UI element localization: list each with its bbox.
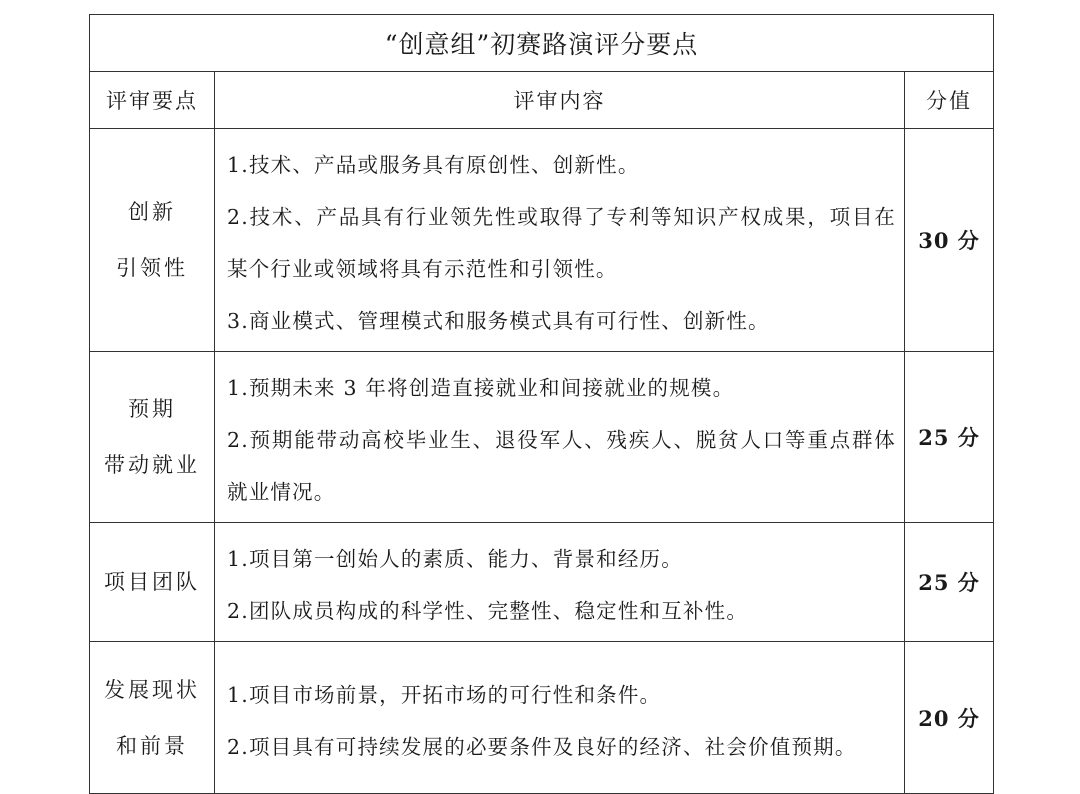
content-item: 1.预期未来 3 年将创造直接就业和间接就业的规模。	[227, 376, 735, 400]
criteria-line: 创新	[128, 200, 176, 224]
header-criteria: 评审要点	[90, 72, 215, 129]
content-item: 2.预期能带动高校毕业生、退役军人、残疾人、脱贫人口等重点群体就业情况。	[227, 428, 896, 504]
criteria-line: 和前景	[116, 733, 188, 758]
criteria-line: 引领性	[116, 256, 188, 280]
table-row-employment	[90, 352, 994, 523]
content-cell	[215, 523, 905, 642]
content-cell	[215, 352, 905, 523]
score-cell: 30 分	[905, 129, 994, 352]
scoring-table	[89, 14, 994, 794]
content-item: 1.项目第一创始人的素质、能力、背景和经历。	[227, 547, 683, 571]
score-cell: 20 分	[905, 642, 994, 794]
header-score: 分值	[905, 72, 994, 129]
score-cell: 25 分	[905, 523, 994, 642]
content-item: 3.商业模式、管理模式和服务模式具有可行性、创新性。	[227, 309, 770, 333]
criteria-cell	[90, 642, 215, 794]
table-title: “创意组”初赛路演评分要点	[90, 15, 994, 72]
criteria-cell	[90, 352, 215, 523]
criteria-line: 发展现状	[104, 677, 200, 702]
criteria-line: 项目团队	[104, 570, 200, 594]
criteria-line: 预期	[128, 397, 176, 421]
content-cell	[215, 642, 905, 794]
criteria-cell	[90, 523, 215, 642]
header-row	[90, 72, 994, 129]
score-cell: 25 分	[905, 352, 994, 523]
criteria-line: 带动就业	[104, 453, 200, 477]
title-row	[90, 15, 994, 72]
table-row-prospects	[90, 642, 994, 794]
content-item: 2.项目具有可持续发展的必要条件及良好的经济、社会价值预期。	[227, 734, 857, 759]
content-cell	[215, 129, 905, 352]
content-item: 2.团队成员构成的科学性、完整性、稳定性和互补性。	[227, 599, 749, 623]
content-item: 2.技术、产品具有行业领先性或取得了专利等知识产权成果，项目在某个行业或领域将具有示范性和引领性。	[227, 205, 896, 281]
content-item: 1.项目市场前景，开拓市场的可行性和条件。	[227, 682, 662, 707]
content-item: 1.技术、产品或服务具有原创性、创新性。	[227, 153, 640, 177]
criteria-cell	[90, 129, 215, 352]
header-content: 评审内容	[215, 72, 905, 129]
table-row-team	[90, 523, 994, 642]
table-row-innovation	[90, 129, 994, 352]
